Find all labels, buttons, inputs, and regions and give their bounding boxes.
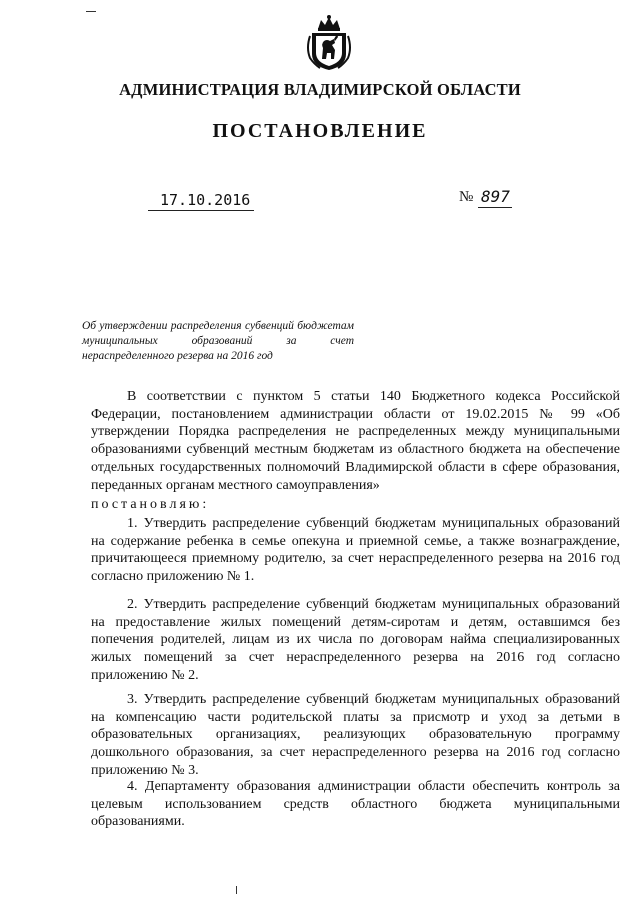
number-label: № <box>459 189 474 205</box>
item-1: 1. Утвердить распределение субвенций бюджетам муниципальных образований на содержание ребенка в семье опекуна и приемной семье, а также вознаграждение, причитающееся приемному родителю, за счет нераспределенного резерва на 2016 год согласно приложению № 1. <box>91 516 620 585</box>
intro-paragraph: В соответствии с пунктом 5 статьи 140 Бюджетного кодекса Российской Федерации, постановлением администрации области от 19.02.2015 № 99 «Об утверждении Порядка распределения не распределенных между муниципальными образованиями субвенций местным бюджетам из областного бюджета на обеспечение отдельных государственных полномочий Владимирской области в сфере образования, переданных органам местного самоуправления» <box>91 389 620 493</box>
date-underline <box>148 210 254 211</box>
item-2: 2. Утвердить распределение субвенций бюджетам муниципальных образований на предоставление жилых помещений детям-сиротам и детям, оставшимся без попечения родителей, лицам из их числа по договорам найма специализированных жилых помещений за счет нераспределенного резерва на 2016 год согласно приложению № 2. <box>91 597 620 683</box>
scan-mark <box>86 11 96 12</box>
number-underline <box>478 207 512 208</box>
agency-name: АДМИНИСТРАЦИЯ ВЛАДИМИРСКОЙ ОБЛАСТИ <box>119 80 521 99</box>
scan-mark <box>236 886 237 894</box>
document-number: 897 <box>481 187 510 206</box>
coat-of-arms-emblem <box>304 14 354 72</box>
crown-icon <box>318 15 340 31</box>
decree-word: постановляю: <box>91 497 210 512</box>
document-type: ПОСТАНОВЛЕНИЕ <box>212 120 428 142</box>
item-4: 4. Департаменту образования администрации области обеспечить контроль за целевым использованием средств областного бюджета муниципальными образованиями. <box>91 779 620 830</box>
item-3: 3. Утвердить распределение субвенций бюджетам муниципальных образований на компенсацию части родительской платы за присмотр и уход за детьми в образовательных организациях, реализующих образовательную программу дошкольного образования, за счет нераспределенного резерва на 2016 год согласно приложению № 3. <box>91 692 620 778</box>
document-date: 17.10.2016 <box>160 191 251 209</box>
document-subject: Об утверждении распределения субвенций бюджетам муниципальных образований за счет нераспределенного резерва на 2016 год <box>82 320 354 362</box>
